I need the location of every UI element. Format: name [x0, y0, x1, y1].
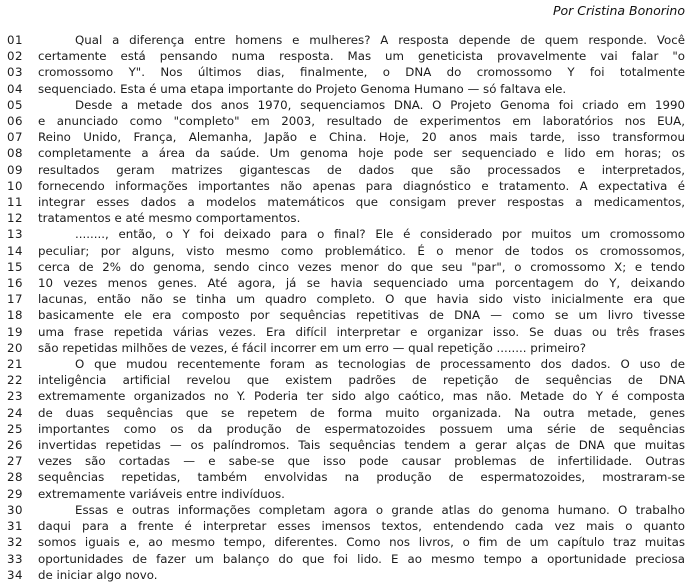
line-number: 13	[7, 227, 24, 242]
line-text: daqui para a frente é interpretar esses imensos textos, entendendo cada vez mais o quanto	[38, 519, 685, 534]
line-number: 29	[7, 486, 24, 501]
line-text: lacunas, então não se tinha um quadro completo. O que havia sido visto inicialmente era que	[38, 292, 685, 307]
text-line	[7, 210, 685, 226]
text-line	[7, 340, 685, 356]
line-text: são repetidas milhões de vezes, é fácil incorrer em um erro — qual repetição ........ primeiro?	[38, 340, 586, 355]
line-text: sequências repetidas, também envolvidas na produção de espermatozoides, mostraram-se	[38, 470, 685, 485]
line-number: 34	[7, 567, 24, 582]
text-line	[7, 145, 685, 161]
text-line	[7, 178, 685, 194]
text-line	[7, 32, 685, 48]
text-line	[7, 372, 685, 388]
line-number: 06	[7, 114, 24, 129]
text-line	[7, 453, 685, 469]
text-line	[7, 275, 685, 291]
line-text: certamente está pensando numa resposta. Mas um geneticista provavelmente vai falar "o	[38, 49, 685, 64]
line-number: 10	[7, 178, 24, 193]
text-line	[7, 64, 685, 80]
line-number: 05	[7, 97, 24, 112]
text-line	[7, 129, 685, 145]
line-text: somos iguais e, ao mesmo tempo, diferentes. Como nos livros, o fim de um capítulo traz muitas	[38, 535, 685, 550]
text-line	[7, 405, 685, 421]
line-text: Desde a metade dos anos 1970, sequenciamos DNA. O Projeto Genoma foi criado em 1990	[75, 97, 685, 112]
line-text: integrar esses dados a modelos matemáticos que consigam prever respostas a medicamentos,	[38, 195, 685, 210]
line-number: 18	[7, 308, 24, 323]
text-line	[7, 356, 685, 372]
text-line	[7, 324, 685, 340]
line-text: ........, então, o Y foi deixado para o final? Ele é considerado por muitos um cromossomo	[75, 227, 685, 242]
text-line	[7, 307, 685, 323]
line-text: peculiar; por alguns, visto mesmo como problemático. É o menor de todos os cromossomos,	[38, 243, 685, 258]
text-line	[7, 469, 685, 485]
text-line	[7, 388, 685, 404]
line-number: 27	[7, 454, 24, 469]
text-line	[7, 194, 685, 210]
text-line	[7, 486, 685, 502]
line-text: de duas sequências que se repetem de forma muito organizada. Na outra metade, genes	[38, 405, 685, 420]
line-number: 02	[7, 49, 24, 64]
line-number: 11	[7, 195, 24, 210]
line-number: 21	[7, 357, 24, 372]
line-number: 25	[7, 421, 24, 436]
line-number: 33	[7, 551, 24, 566]
line-number: 20	[7, 340, 24, 355]
text-line	[7, 534, 685, 550]
line-text: sequenciado. Esta é uma etapa importante do Projeto Genoma Humano — só faltava ele.	[38, 81, 567, 96]
line-text: resultados geram matrizes gigantescas de dados que são processados e interpretados,	[38, 162, 685, 177]
text-line	[7, 113, 685, 129]
line-text: 10 vezes menos genes. Até agora, já se havia sequenciado uma porcentagem do Y, deixando	[38, 276, 685, 291]
line-text: invertidas repetidas — os palíndromos. Tais sequências tendem a gerar alças de DNA que muitas	[38, 438, 685, 453]
text-line	[7, 437, 685, 453]
line-number: 16	[7, 276, 24, 291]
line-text: tratamentos e até mesmo comportamentos.	[38, 211, 301, 226]
line-number: 04	[7, 81, 24, 96]
text-line	[7, 81, 685, 97]
line-text: cerca de 2% do genoma, sendo cinco vezes menor do que seu "par", o cromossomo X; e tendo	[38, 259, 685, 274]
line-text: extremamente organizados no Y. Poderia ter sido algo caótico, mas não. Metade do Y é composta	[38, 389, 685, 404]
text-line	[7, 259, 685, 275]
line-text: uma frase repetida várias vezes. Era difícil interpretar e organizar isso. Se duas ou três frases	[38, 324, 685, 339]
line-number: 28	[7, 470, 24, 485]
line-number: 24	[7, 405, 24, 420]
line-number: 26	[7, 438, 24, 453]
line-text: extremamente variáveis entre indivíduos.	[38, 486, 285, 501]
text-line	[7, 226, 685, 242]
line-number: 32	[7, 535, 24, 550]
line-number: 19	[7, 324, 24, 339]
line-number: 31	[7, 519, 24, 534]
line-text: fornecendo informações importantes não apenas para diagnóstico e tratamento. A expectativa é	[38, 178, 685, 193]
byline: Por Cristina Bonorino	[552, 3, 685, 18]
line-number: 30	[7, 502, 24, 517]
line-text: de iniciar algo novo.	[38, 567, 158, 582]
text-line	[7, 97, 685, 113]
line-text: vezes são cortadas — e sabe-se que isso pode causar problemas de infertilidade. Outras	[38, 454, 685, 469]
line-number: 14	[7, 243, 24, 258]
line-number: 03	[7, 65, 24, 80]
line-text: Essas e outras informações completam agora o grande atlas do genoma humano. O trabalho	[75, 502, 685, 517]
text-line	[7, 567, 685, 583]
line-text: Qual a diferença entre homens e mulheres? A resposta depende de quem responde. Você	[75, 33, 685, 47]
text-line	[7, 243, 685, 259]
text-line	[7, 421, 685, 437]
line-number: 09	[7, 162, 24, 177]
text-line	[7, 162, 685, 178]
text-line	[7, 518, 685, 534]
text-line	[7, 291, 685, 307]
line-text: e anunciado como "completo" em 2003, resultado de experimentos em laboratórios nos EUA,	[38, 114, 685, 129]
line-number: 17	[7, 292, 24, 307]
text-line	[7, 48, 685, 64]
line-number: 12	[7, 211, 24, 226]
line-text: completamente a área da saúde. Um genoma hoje pode ser sequenciado e lido em horas; os	[38, 146, 685, 161]
line-number: 22	[7, 373, 24, 388]
line-text: cromossomo Y". Nos últimos dias, finalmente, o DNA do cromossomo Y foi totalmente	[38, 65, 685, 80]
text-line	[7, 551, 685, 567]
line-number: 23	[7, 389, 24, 404]
line-text: oportunidades de fazer um balanço do que foi lido. E ao mesmo tempo a oportunidade preciosa	[38, 551, 685, 566]
line-text: O que mudou recentemente foram as tecnologias de processamento dos dados. O uso de	[75, 357, 685, 372]
line-text: basicamente ele era composto por sequências repetitivas de DNA — como se um livro tivesse	[38, 308, 685, 323]
line-text: Reino Unido, França, Alemanha, Japão e China. Hoje, 20 anos mais tarde, isso transformou	[38, 130, 685, 145]
text-line	[7, 502, 685, 518]
line-number: 01	[7, 33, 24, 47]
line-number: 07	[7, 130, 24, 145]
line-text: inteligência artificial revelou que existem padrões de repetição de sequências de DNA	[38, 373, 685, 388]
text-body	[7, 32, 685, 583]
line-number: 15	[7, 259, 24, 274]
line-number: 08	[7, 146, 24, 161]
line-text: importantes como os da produção de espermatozoides possuem uma série de sequências	[38, 421, 685, 436]
